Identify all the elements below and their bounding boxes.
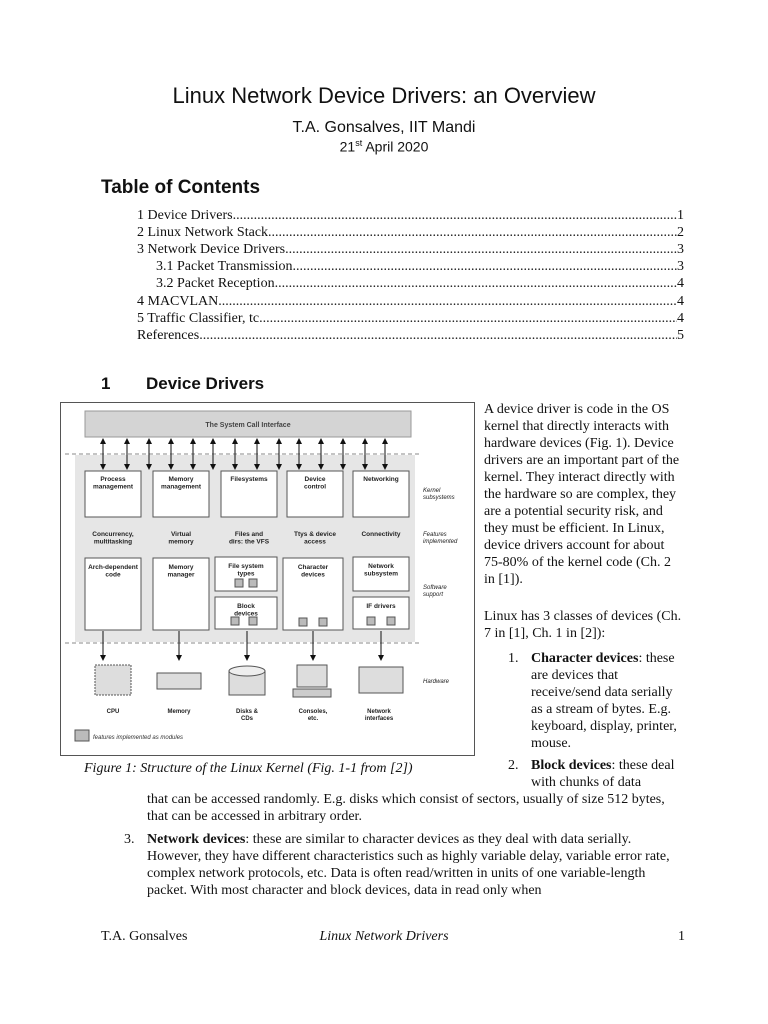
toc-entry[interactable]: [156, 258, 684, 275]
subsystem-label: Process management: [92, 476, 134, 491]
page-number: 1: [678, 929, 685, 944]
arch-box-label: Arch-dependent code: [88, 564, 138, 579]
toc-entry-label: 3.1 Packet Transmission: [156, 259, 293, 275]
toc-entry-page: 4: [677, 293, 684, 309]
toc-leader: [285, 241, 677, 258]
subsystem-label: Networking: [363, 476, 399, 483]
arrow-head-down: [100, 655, 106, 661]
arrow-head-down: [378, 655, 384, 661]
monitor-icon: [297, 665, 327, 687]
toc-leader: [293, 258, 677, 275]
arrow-head-up: [340, 438, 346, 444]
list-number: 2.: [508, 758, 519, 773]
module-marker: [387, 617, 395, 625]
toc-entry-page: 3: [677, 242, 684, 258]
footer-author: T.A. Gonsalves: [101, 929, 188, 944]
arrow-head-up: [210, 438, 216, 444]
toc-entry-label: 4 MACVLAN: [137, 293, 219, 309]
toc-leader: [268, 224, 677, 241]
toc-heading: Table of Contents: [101, 177, 261, 198]
toc-entry-page: 4: [677, 276, 684, 292]
character-devices-box-label: Character devices: [297, 564, 329, 579]
paragraph-classes: Linux has 3 classes of devices (Ch. 7 in [1], Ch. 1 in [2]):: [484, 609, 682, 641]
network-card-icon: [359, 667, 403, 693]
document-title: Linux Network Device Drivers: an Overview: [172, 83, 596, 108]
list-item-network: [147, 831, 687, 899]
toc-entry[interactable]: [137, 310, 684, 327]
toc-entry-label: 5 Traffic Classifier, tc: [137, 310, 260, 326]
list-term: Network devices: [147, 832, 246, 847]
toc-entry-page: 4: [677, 310, 684, 326]
feature-label: Concurrency, multitasking: [92, 531, 134, 546]
module-marker: [249, 579, 257, 587]
list-text: : these are devices that receive/send data serially as a stream of bytes. E.g. keyboard, display, printer, mouse.: [531, 651, 677, 751]
toc-entry-label: References: [137, 327, 200, 343]
arrow-head-up: [296, 438, 302, 444]
toc-entry-label: 3 Network Device Drivers: [137, 242, 286, 258]
arrow-head-up: [318, 438, 324, 444]
list-term: Character devices: [531, 651, 639, 666]
section-number: 1: [101, 374, 111, 393]
paragraph-intro: A device driver is code in the OS kernel that directly interacts with hardware devices (Fig. 1). Device drivers are an important part of the kernel. They interact directly with the hardware so are complex, they are a potential security risk, and they must be efficient. In Linux, device drivers account for about 75-80% of the kernel code (Ch. 2 in [1]).: [484, 402, 680, 587]
section-title: Device Drivers: [146, 374, 265, 393]
if-drivers-box: [353, 597, 409, 629]
toc-entry[interactable]: [137, 224, 684, 241]
module-marker: [249, 617, 257, 625]
memory-manager-box-label: Memory manager: [167, 564, 195, 579]
date-suffix: st: [355, 138, 363, 148]
list-text: : these are similar to character devices as they deal with data serially. However, they have different characteristics such as highly variable delay, variable error rate, complex network protocols, etc. Data is often read/written in units of one variable-length packet. With most character and block devices, data in read only when: [147, 832, 670, 898]
list-text: : these deal with chunks of data: [531, 758, 675, 790]
toc-entry[interactable]: [137, 241, 684, 258]
fig-syscall-label: The System Call Interface: [205, 422, 291, 429]
list-term: Block devices: [531, 758, 612, 773]
arrow-head-down: [176, 655, 182, 661]
keyboard-icon: [293, 689, 331, 697]
toc-entry-page: 3: [677, 259, 684, 275]
list-item-block-continued: that can be accessed randomly. E.g. disks which consist of sectors, usually of size 512 bytes, that can be accessed in arbitrary order.: [147, 792, 665, 824]
filesystem-types-box-label: File system types: [228, 563, 264, 578]
arrow-head-up: [276, 438, 282, 444]
module-marker: [299, 618, 307, 626]
module-marker: [231, 617, 239, 625]
module-marker: [235, 579, 243, 587]
list-number: 1.: [508, 651, 519, 666]
list-item-character: [531, 650, 687, 752]
list-item-block: [531, 757, 687, 791]
if-drivers-box-label: IF drivers: [366, 603, 396, 610]
subsystem-label: Memory management: [160, 476, 202, 491]
disk-top-icon: [229, 666, 265, 676]
figure-caption: Figure 1: Structure of the Linux Kernel (Fig. 1-1 from [2]): [84, 761, 413, 776]
toc-entry[interactable]: [156, 275, 684, 292]
module-marker: [319, 618, 327, 626]
document-date: [0, 138, 768, 155]
feature-label: Ttys & device access: [294, 531, 336, 546]
kernel-structure-figure: [60, 402, 475, 756]
arrow-head-up: [190, 438, 196, 444]
arrow-head-up: [100, 438, 106, 444]
toc-leader: [275, 275, 677, 292]
arrow-head-up: [254, 438, 260, 444]
arrow-head-down: [310, 655, 316, 661]
arrow-head-up: [168, 438, 174, 444]
network-subsystem-box-label: Network subsystem: [364, 563, 398, 578]
feature-label: Files and dirs: the VFS: [228, 531, 270, 546]
arrow-head-up: [146, 438, 152, 444]
date-rest: April 2020: [362, 138, 429, 155]
arrow-head-up: [382, 438, 388, 444]
block-devices-box-label: Block devices: [234, 603, 258, 618]
toc-leader: [233, 207, 677, 224]
cpu-icon: [95, 665, 131, 695]
toc-entry-page: 5: [677, 327, 684, 343]
subsystem-label: Filesystems: [230, 476, 268, 483]
date-day: 21: [339, 138, 356, 155]
side-label: Software support: [423, 585, 447, 598]
arrow-head-down: [244, 655, 250, 661]
hardware-label: Disks & CDs: [235, 709, 259, 722]
arrow-head-up: [124, 438, 130, 444]
document-author: T.A. Gonsalves, IIT Mandi: [292, 119, 476, 136]
hardware-label: Network interfaces: [364, 709, 394, 722]
arrow-head-up: [362, 438, 368, 444]
toc-entry[interactable]: [137, 293, 684, 310]
toc-entry-label: 3.2 Packet Reception: [156, 276, 275, 292]
toc-leader: [218, 293, 677, 310]
feature-label: Connectivity: [361, 531, 401, 538]
toc-entry[interactable]: [137, 207, 684, 224]
toc-leader: [259, 310, 677, 327]
subsystem-label: Device control: [303, 476, 327, 491]
feature-label: Virtual memory: [168, 531, 194, 546]
fig-legend: features implemented as modules: [93, 735, 184, 741]
toc-entry-page: 2: [677, 225, 684, 241]
list-number: 3.: [124, 832, 135, 847]
hardware-label: CPU: [106, 709, 120, 715]
side-label: Hardware: [423, 679, 450, 685]
toc-entry-label: 2 Linux Network Stack: [137, 225, 269, 241]
toc-leader: [199, 327, 677, 344]
toc-entry-page: 1: [677, 208, 684, 223]
toc-entry-label: 1 Device Drivers: [137, 208, 233, 223]
side-label: Kernel subsystems: [423, 488, 455, 501]
module-marker: [367, 617, 375, 625]
memory-icon: [157, 673, 201, 689]
hardware-label: Consoles, etc.: [298, 709, 328, 722]
hardware-label: Memory: [167, 709, 191, 715]
footer-title: Linux Network Drivers: [319, 929, 449, 944]
toc-entry[interactable]: [137, 327, 684, 344]
side-label: Features implemented: [423, 532, 458, 545]
arrow-head-up: [232, 438, 238, 444]
